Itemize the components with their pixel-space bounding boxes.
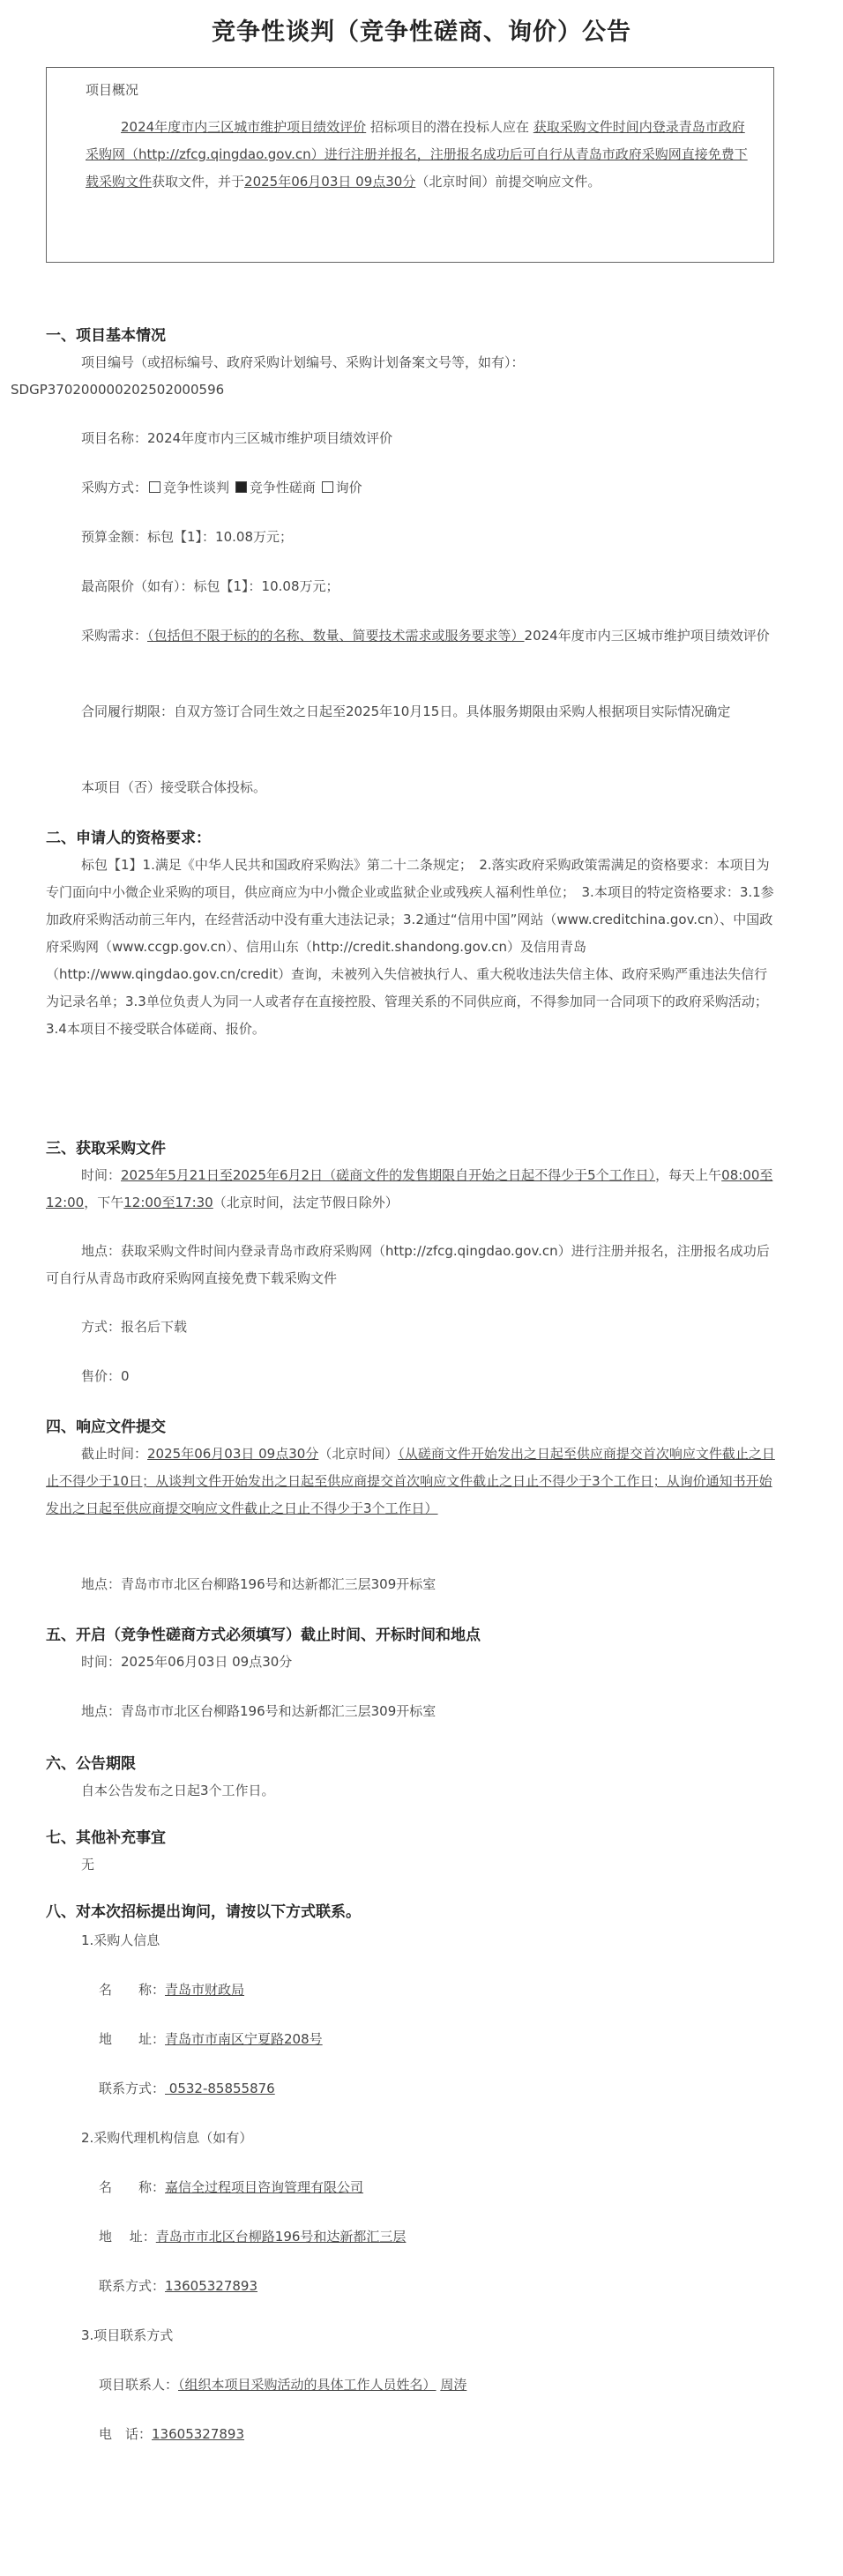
project-phone-label: 电 话：: [99, 2426, 153, 2442]
overview-text: [86, 114, 756, 196]
agent-contact-value: 13605327893: [165, 2278, 257, 2294]
project-contact-person: [99, 2371, 778, 2399]
agent-address-label: 地 址：: [99, 2229, 156, 2245]
agent-name-value: 嘉信全过程项目咨询管理有限公司: [165, 2179, 364, 2195]
method-option-inquiry-label: 询价: [335, 480, 362, 495]
contract-period: 合同履行期限：自双方签订合同生效之日起至2025年10月15日。具体服务期限由采购人根据项目实际情况确定: [81, 704, 731, 719]
obtain-time-text: ，下午: [84, 1195, 124, 1210]
buyer-address: [99, 2026, 778, 2053]
method-option-consultation-label: 竞争性磋商: [249, 480, 316, 495]
project-overview-box: [46, 67, 774, 263]
requirements-label: 采购需求：: [81, 628, 148, 644]
submission-deadline: [46, 1441, 778, 1523]
overview-deadline: 2025年06月03日 09点30分: [244, 174, 416, 190]
project-name: 项目名称：2024年度市内三区城市维护项目绩效评价: [81, 430, 393, 446]
buyer-info-heading: 1.采购人信息: [81, 1932, 160, 1948]
deadline-rule: （从磋商文件开始发出之日起至供应商提交首次响应文件截止之日止不得少于10日；从谈判文件开始发出之日起至供应商提交首次响应文件截止之日止不得少于3个工作日；从询价通知书开始发出之日起至供应商提交响应文件截止之日止不得少于3个工作日）: [46, 1446, 775, 1516]
buyer-name: [99, 1977, 778, 2004]
buyer-contact-label: 联系方式：: [99, 2081, 166, 2096]
buyer-address-value: 青岛市市南区宁夏路208号: [165, 2031, 323, 2047]
procurement-requirements: [46, 622, 778, 650]
agent-name: [99, 2174, 778, 2201]
consortium-note: 本项目（否）接受联合体投标。: [81, 779, 267, 795]
page-title: 竞争性谈判（竞争性磋商、询价）公告: [212, 19, 631, 46]
method-option-consultation-checkbox: [235, 481, 247, 493]
supplementary-matters: 无: [81, 1857, 95, 1872]
qualification-requirements: 标包【1】1.满足《中华人民共和国政府采购法》第二十二条规定； 2.落实政府采购政策需满足的资格要求：本项目为专门面向中小微企业采购的项目，供应商应为中小微企业或监狱企业或残疾人福利性单位； 3.本项目的特定资格要求：3.1参加政府采购活动前三年内，在经营活动中没有重大违法记录；3.2通过“信用中国”网站（www.creditchina.gov.cn）、中国政府采购网（www.ccgp.gov.cn）、信用山东（http://credit.shandong.gov.cn）及信用青岛（http://www.qingdao.gov.cn/credit）查询，未被列入失信被执行人、重大税收违法失信主体、政府采购严重违法失信行为记录名单；3.3单位负责人为同一人或者存在直接控股、管理关系的不同供应商，不得参加同一合同项下的政府采购活动；3.4本项目不接受联合体磋商、报价。: [46, 857, 774, 1037]
deadline-label: 截止时间：: [81, 1446, 148, 1462]
project-phone: [99, 2421, 778, 2448]
document-price: 售价：0: [81, 1368, 130, 1384]
agent-address: [99, 2223, 778, 2251]
agent-contact: [99, 2273, 778, 2300]
obtain-place: 地点：获取采购文件时间内登录青岛市政府采购网（http://zfcg.qingdao.gov.cn）进行注册并报名，注册报名成功后可自行从青岛市政府采购网直接免费下载采购文件: [46, 1243, 770, 1286]
overview-text-part: （北京时间）前提交响应文件。: [415, 174, 601, 190]
requirements-note: （包括但不限于标的的名称、数量、简要技术需求或服务要求等）: [147, 628, 525, 644]
budget-amount: 预算金额：标包【1】：10.08万元；: [81, 529, 293, 545]
overview-heading: 项目概况: [86, 82, 139, 98]
section-3-heading: 三、获取采购文件: [46, 1140, 166, 1158]
obtain-time-text: ，每天上午: [655, 1167, 722, 1183]
buyer-contact-value: 0532-85855876: [165, 2081, 275, 2096]
procurement-method: [46, 474, 778, 502]
buyer-name-value: 青岛市财政局: [165, 1982, 245, 1998]
project-contact-label: 项目联系人：: [99, 2377, 179, 2393]
project-code-value: SDGP370200000202502000596: [11, 382, 225, 398]
deadline-value: 2025年06月03日 09点30分: [147, 1446, 319, 1462]
submission-place: 地点：青岛市市北区台柳路196号和达新都汇三层309开标室: [81, 1576, 436, 1592]
agent-contact-label: 联系方式：: [99, 2278, 166, 2294]
buyer-contact: [99, 2075, 778, 2103]
overview-obtain-method: 获取采购文件时间内登录青岛市政府采购网（http://zfcg.qingdao.gov.cn）进行注册并报名，注册报名成功后可自行从青岛市政府采购网直接免费下载采购文件: [86, 119, 748, 190]
section-1-heading: 一、项目基本情况: [46, 327, 166, 345]
section-2-heading: 二、申请人的资格要求：: [46, 830, 211, 847]
section-4-heading: 四、响应文件提交: [46, 1418, 166, 1436]
project-code-label: 项目编号（或招标编号、政府采购计划编号、采购计划备案文号等，如有）：: [81, 354, 525, 370]
requirements-text: 2024年度市内三区城市维护项目绩效评价: [524, 628, 770, 644]
agent-name-label: 名 称：: [99, 2179, 166, 2195]
overview-text-part: 招标项目的潜在投标人应在: [366, 119, 533, 135]
obtain-time-text: （北京时间，法定节假日除外）: [213, 1195, 399, 1210]
obtain-time-label: 时间：: [81, 1167, 122, 1183]
project-contact-heading: 3.项目联系方式: [81, 2327, 174, 2343]
method-option-negotiation-checkbox: [149, 481, 160, 493]
project-phone-value: 13605327893: [152, 2426, 244, 2442]
project-code: [11, 349, 778, 404]
obtain-time-morning: 08:00至12:00: [46, 1167, 773, 1210]
overview-text-part: 获取文件，并于: [152, 174, 245, 190]
opening-time: 时间：2025年06月03日 09点30分: [81, 1654, 293, 1670]
notice-period: 自本公告发布之日起3个工作日。: [81, 1783, 275, 1798]
opening-place: 地点：青岛市市北区台柳路196号和达新都汇三层309开标室: [81, 1703, 436, 1719]
section-5-heading: 五、开启（竞争性磋商方式必须填写）截止时间、开标时间和地点: [46, 1627, 481, 1644]
overview-project-name: 2024年度市内三区城市维护项目绩效评价: [121, 119, 367, 135]
procurement-method-label: 采购方式：: [81, 480, 148, 495]
section-7-heading: 七、其他补充事宜: [46, 1829, 166, 1847]
method-option-negotiation-label: 竞争性谈判: [163, 480, 230, 495]
buyer-name-label: 名 称：: [99, 1982, 166, 1998]
obtain-time-afternoon: 12:00至17:30: [123, 1195, 213, 1210]
project-contact-note: （组织本项目采购活动的具体工作人员姓名）: [178, 2377, 436, 2393]
obtain-mode: 方式：报名后下载: [81, 1319, 188, 1335]
agent-address-value: 青岛市市北区台柳路196号和达新都汇三层: [155, 2229, 407, 2245]
project-contact-name: 周涛: [440, 2377, 467, 2393]
section-8-heading: 八、对本次招标提出询问，请按以下方式联系。: [46, 1903, 361, 1921]
agent-info-heading: 2.采购代理机构信息（如有）: [81, 2130, 253, 2146]
max-price: 最高限价（如有）：标包【1】：10.08万元；: [81, 578, 339, 594]
section-6-heading: 六、公告期限: [46, 1755, 136, 1773]
method-option-inquiry-checkbox: [322, 481, 333, 493]
deadline-timezone: （北京时间）: [318, 1446, 399, 1462]
buyer-address-label: 地 址：: [99, 2031, 166, 2047]
obtain-time: [46, 1162, 778, 1217]
obtain-time-range: 2025年5月21日至2025年6月2日（磋商文件的发售期限自开始之日起不得少于5个工作日）: [121, 1167, 656, 1183]
